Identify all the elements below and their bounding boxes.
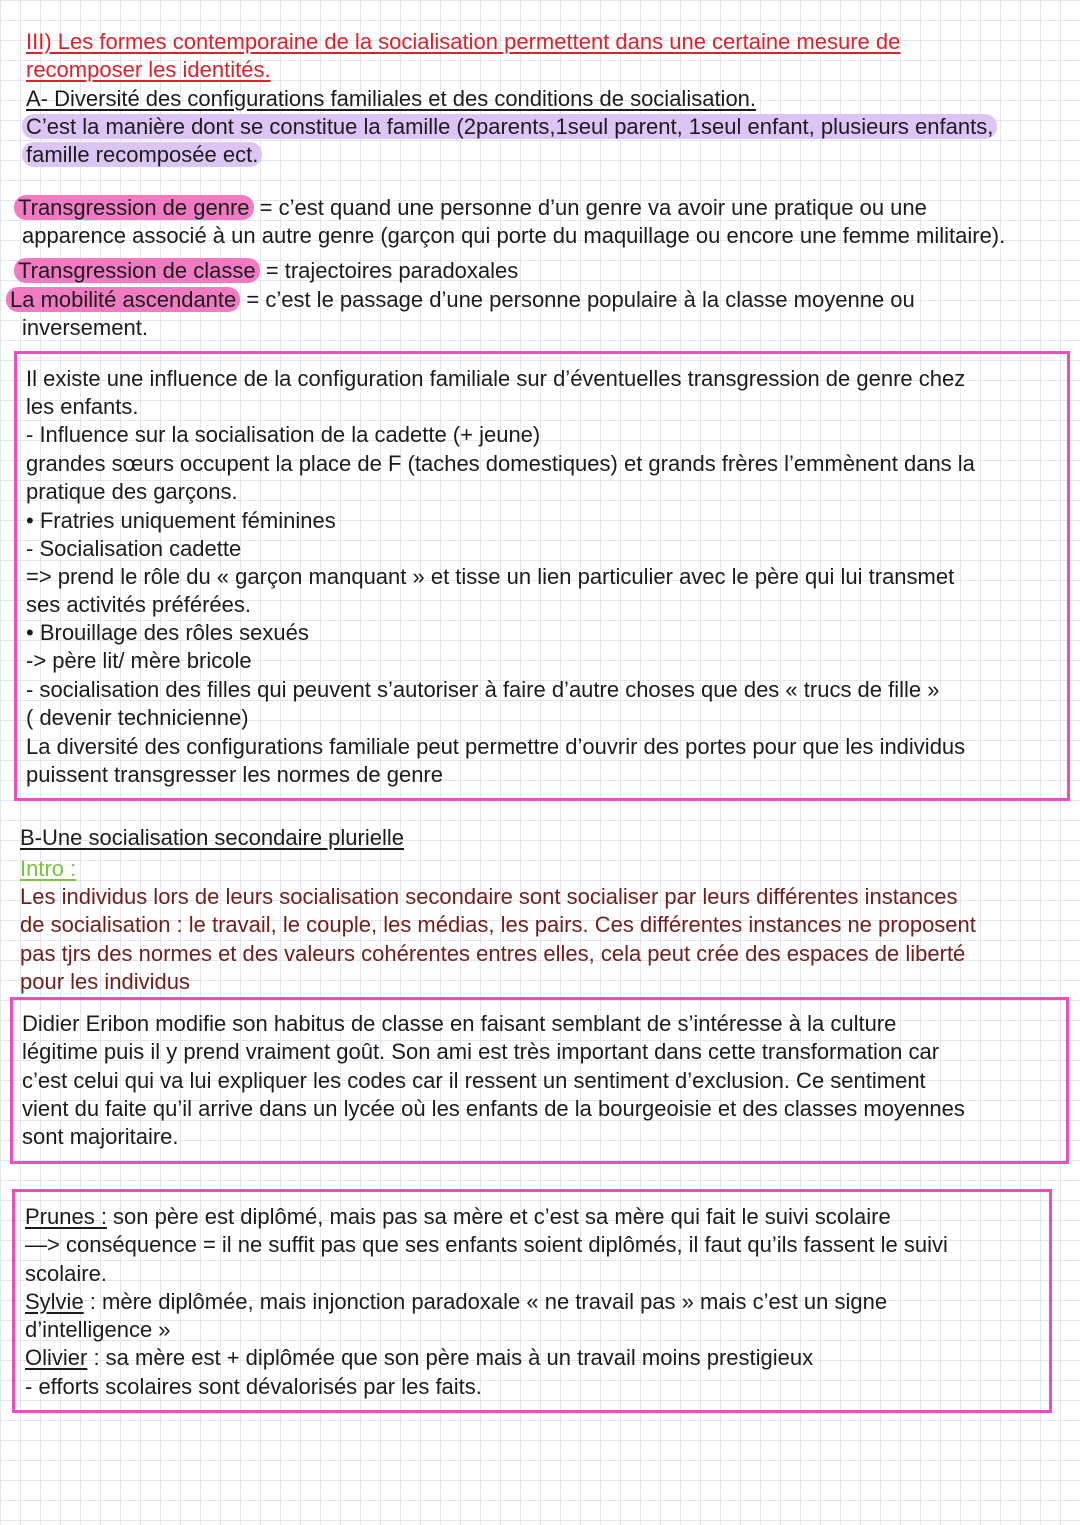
subsection-a-title: A- Diversité des configurations familiales et des conditions de socialisation. bbox=[26, 86, 757, 111]
intro-line: de socialisation : le travail, le couple, les médias, les pairs. Ces différentes instances ne proposent bbox=[20, 912, 976, 937]
box1-line: grandes sœurs occupent la place de F (taches domestiques) et grands frères l’emmènent dans la bbox=[26, 451, 975, 476]
definition-line bbox=[22, 113, 997, 141]
box1-line: puissent transgresser les normes de genre bbox=[26, 762, 443, 787]
term-class-transgression bbox=[14, 257, 518, 285]
section-title: III) Les formes contemporaine de la socialisation permettent dans une certaine mesure de bbox=[26, 29, 901, 54]
box1-line: les enfants. bbox=[26, 394, 139, 419]
intro-line: pas tjrs des normes et des valeurs cohérentes entres elles, cela peut crée des espaces de liberté bbox=[20, 941, 966, 966]
section-title-cont: recomposer les identités. bbox=[26, 57, 271, 82]
definition-highlight: famille recomposée ect. bbox=[22, 142, 262, 167]
term-definition: = trajectoires paradoxales bbox=[259, 258, 519, 283]
term-definition: = c’est quand une personne d’un genre va avoir une pratique ou une bbox=[253, 195, 927, 220]
subsection-b-title: B-Une socialisation secondaire plurielle bbox=[20, 825, 404, 850]
case-sylvie-cont: d’intelligence » bbox=[25, 1317, 171, 1342]
box1-line: => prend le rôle du « garçon manquant » et tisse un lien particulier avec le père qui lui transmet bbox=[26, 564, 955, 589]
box1-line: - Influence sur la socialisation de la cadette (+ jeune) bbox=[26, 422, 541, 447]
box2-line: Didier Eribon modifie son habitus de classe en faisant semblant de s’intéresse à la culture bbox=[22, 1011, 897, 1036]
term-gender-transgression bbox=[14, 194, 927, 222]
box1-line: - Socialisation cadette bbox=[26, 536, 242, 561]
case-text: son père est diplômé, mais pas sa mère et c’est sa mère qui fait le suivi scolaire bbox=[106, 1204, 891, 1229]
box2-line: vient du faite qu’il arrive dans un lycée où les enfants de la bourgeoisie et des classes moyennes bbox=[22, 1096, 965, 1121]
case-text: : sa mère est + diplômée que son père mais à un travail moins prestigieux bbox=[87, 1345, 814, 1370]
intro-line: pour les individus bbox=[20, 969, 190, 994]
definition-highlight: C’est la manière dont se constitue la famille (2parents,1seul parent, 1seul enfant, plusieurs enfants, bbox=[22, 114, 997, 139]
term-definition-cont: inversement. bbox=[22, 315, 148, 340]
case-consequence: —> conséquence = il ne suffit pas que ses enfants soient diplômés, il faut qu’ils fassent le suivi bbox=[25, 1232, 948, 1257]
definition-line bbox=[22, 141, 262, 169]
term-definition-cont: apparence associé à un autre genre (garçon qui porte du maquillage ou encore une femme militaire). bbox=[22, 223, 1006, 248]
case-prunes bbox=[25, 1203, 891, 1231]
box2-line: c’est celui qui va lui expliquer les codes car il ressent un sentiment d’exclusion. Ce sentiment bbox=[22, 1068, 926, 1093]
box1-line: • Brouillage des rôles sexués bbox=[26, 620, 309, 645]
case-label: Sylvie bbox=[25, 1289, 84, 1314]
case-consequence-cont: scolaire. bbox=[25, 1261, 107, 1286]
term-label: La mobilité ascendante bbox=[6, 287, 240, 312]
box1-line: Il existe une influence de la configuration familiale sur d’éventuelles transgression de genre chez bbox=[26, 366, 966, 391]
intro-line: Les individus lors de leurs socialisation secondaire sont socialiser par leurs différentes instances bbox=[20, 884, 958, 909]
case-efforts: - efforts scolaires sont dévalorisés par les faits. bbox=[25, 1374, 482, 1399]
term-label: Transgression de classe bbox=[14, 258, 260, 283]
case-olivier bbox=[25, 1344, 813, 1372]
term-label: Transgression de genre bbox=[14, 195, 254, 220]
box1-line: -> père lit/ mère bricole bbox=[26, 648, 252, 673]
box2-line: sont majoritaire. bbox=[22, 1124, 179, 1149]
box1-line: ( devenir technicienne) bbox=[26, 705, 249, 730]
box1-line: • Fratries uniquement féminines bbox=[26, 508, 336, 533]
box1-line: ses activités préférées. bbox=[26, 592, 251, 617]
term-definition: = c’est le passage d’une personne populaire à la classe moyenne ou bbox=[240, 287, 915, 312]
case-sylvie bbox=[25, 1288, 887, 1316]
box1-line: La diversité des configurations familiale peut permettre d’ouvrir des portes pour que les individus bbox=[26, 734, 966, 759]
intro-label: Intro : bbox=[20, 856, 77, 881]
box1-line: - socialisation des filles qui peuvent s’autoriser à faire d’autre choses que des « trucs de fille » bbox=[26, 677, 940, 702]
box1-line: pratique des garçons. bbox=[26, 479, 238, 504]
case-label: Prunes : bbox=[25, 1204, 107, 1229]
case-label: Olivier bbox=[25, 1345, 88, 1370]
term-upward-mobility bbox=[6, 286, 915, 314]
case-text: : mère diplômée, mais injonction paradoxale « ne travail pas » mais c’est un signe bbox=[83, 1289, 888, 1314]
box2-line: légitime puis il y prend vraiment goût. Son ami est très important dans cette transformation car bbox=[22, 1039, 940, 1064]
